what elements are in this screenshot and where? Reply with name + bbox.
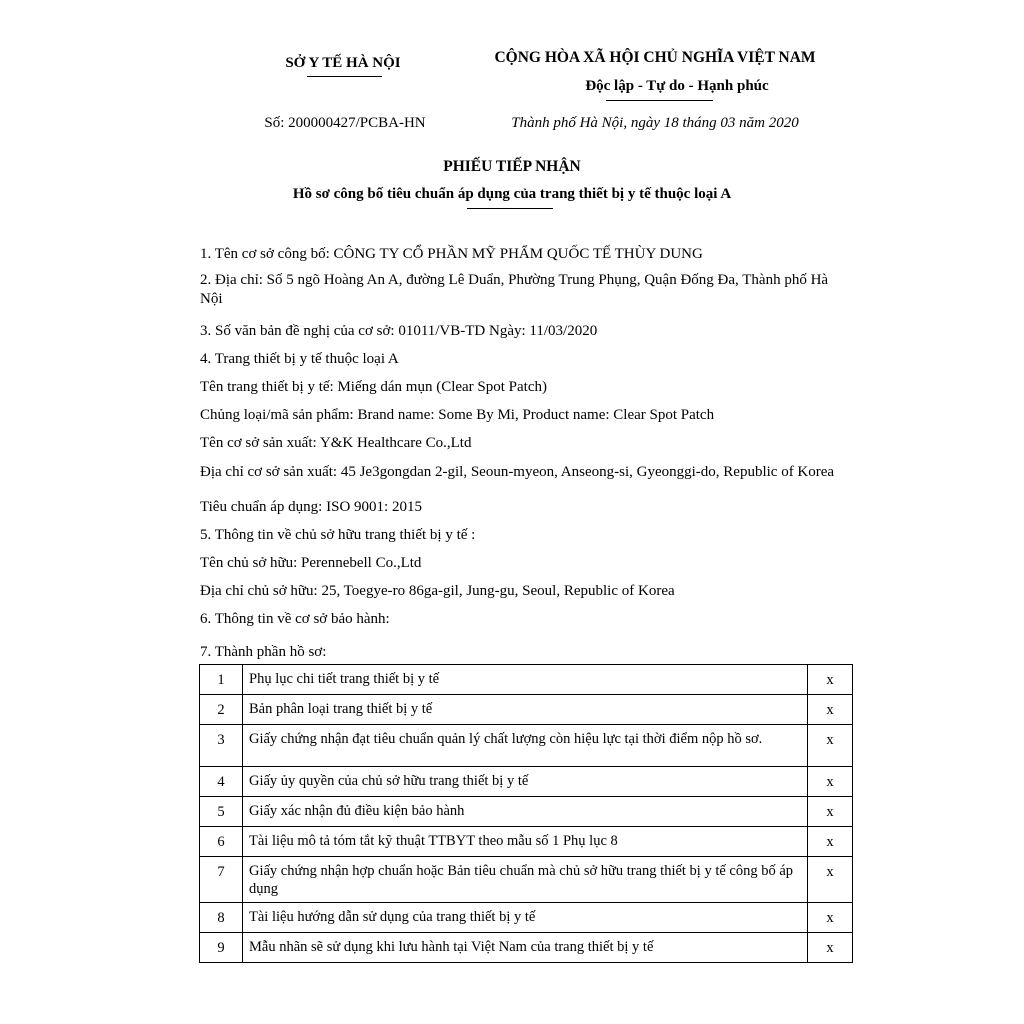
table-row <box>200 797 853 827</box>
row-number: 3 <box>200 725 243 767</box>
document-title: PHIẾU TIẾP NHẬN <box>443 158 581 175</box>
dossier-section: 7. Thành phần hồ sơ: <box>200 644 327 660</box>
device-class: 4. Trang thiết bị y tế thuộc loại A <box>200 351 399 367</box>
row-text: Giấy ủy quyền của chủ sở hữu trang thiết bị y tế <box>243 767 808 797</box>
row-mark: x <box>808 857 853 903</box>
subtitle-underline <box>467 208 553 209</box>
row-text: Tài liệu hướng dẫn sử dụng của trang thiết bị y tế <box>243 903 808 933</box>
row-number: 1 <box>200 665 243 695</box>
manufacturer-address: Địa chỉ cơ sở sản xuất: 45 Je3gongdan 2-gil, Seoun-myeon, Anseong-si, Gyeonggi-do, Republic of Korea <box>200 464 835 480</box>
row-text: Bản phân loại trang thiết bị y tế <box>243 695 808 725</box>
place-date: Thành phố Hà Nội, ngày 18 tháng 03 năm 2020 <box>511 115 799 131</box>
row-number: 8 <box>200 903 243 933</box>
row-number: 7 <box>200 857 243 903</box>
table-row <box>200 857 853 903</box>
motto-underline <box>606 100 713 101</box>
owner-address: Địa chỉ chủ sở hữu: 25, Toegye-ro 86ga-gil, Jung-gu, Seoul, Republic of Korea <box>200 583 675 599</box>
agency-name: SỞ Y TẾ HÀ NỘI <box>285 55 401 71</box>
table-row <box>200 827 853 857</box>
row-number: 6 <box>200 827 243 857</box>
row-mark: x <box>808 695 853 725</box>
row-mark: x <box>808 797 853 827</box>
row-text: Phụ lục chi tiết trang thiết bị y tế <box>243 665 808 695</box>
manufacturer-name: Tên cơ sở sản xuất: Y&K Healthcare Co.,Ltd <box>200 435 472 451</box>
row-text: Giấy chứng nhận đạt tiêu chuẩn quản lý chất lượng còn hiệu lực tại thời điểm nộp hồ sơ. <box>243 725 808 767</box>
nation-title: CỘNG HÒA XÃ HỘI CHỦ NGHĨA VIỆT NAM <box>494 49 816 66</box>
motto: Độc lập - Tự do - Hạnh phúc <box>585 78 769 94</box>
table-row <box>200 725 853 767</box>
applied-standard: Tiêu chuẩn áp dụng: ISO 9001: 2015 <box>200 499 422 515</box>
row-mark: x <box>808 725 853 767</box>
device-name: Tên trang thiết bị y tế: Miếng dán mụn (Clear Spot Patch) <box>200 379 548 395</box>
row-mark: x <box>808 903 853 933</box>
document-subtitle: Hồ sơ công bố tiêu chuẩn áp dụng của trang thiết bị y tế thuộc loại A <box>292 186 732 202</box>
request-document: 3. Số văn bản đề nghị của cơ sở: 01011/VB-TD Ngày: 11/03/2020 <box>200 323 598 339</box>
table-row <box>200 933 853 963</box>
table-row <box>200 665 853 695</box>
product-type: Chủng loại/mã sản phẩm: Brand name: Some By Mi, Product name: Clear Spot Patch <box>200 407 715 423</box>
row-number: 4 <box>200 767 243 797</box>
table-row <box>200 903 853 933</box>
row-number: 9 <box>200 933 243 963</box>
row-number: 2 <box>200 695 243 725</box>
row-text: Mẫu nhãn sẽ sử dụng khi lưu hành tại Việt Nam của trang thiết bị y tế <box>243 933 808 963</box>
row-text: Giấy xác nhận đủ điều kiện bảo hành <box>243 797 808 827</box>
owner-name: Tên chủ sở hữu: Perennebell Co.,Ltd <box>200 555 422 571</box>
agency-underline <box>307 76 382 77</box>
warranty-section: 6. Thông tin về cơ sở bảo hành: <box>200 611 390 627</box>
dossier-table <box>199 664 853 963</box>
owner-section: 5. Thông tin về chủ sở hữu trang thiết bị y tế : <box>200 527 476 543</box>
row-mark: x <box>808 827 853 857</box>
row-text: Giấy chứng nhận hợp chuẩn hoặc Bản tiêu chuẩn mà chủ sở hữu trang thiết bị y tế công bố áp dụng <box>243 857 808 903</box>
row-mark: x <box>808 933 853 963</box>
document-number: Số: 200000427/PCBA-HN <box>264 115 426 131</box>
row-number: 5 <box>200 797 243 827</box>
registrant-name: 1. Tên cơ sở công bố: CÔNG TY CỔ PHẦN MỸ PHẨM QUỐC TẾ THÙY DUNG <box>200 246 703 262</box>
row-text: Tài liệu mô tả tóm tắt kỹ thuật TTBYT theo mẫu số 1 Phụ lục 8 <box>243 827 808 857</box>
row-mark: x <box>808 767 853 797</box>
table-row <box>200 695 853 725</box>
table-row <box>200 767 853 797</box>
registrant-address: 2. Địa chỉ: Số 5 ngõ Hoàng An A, đường Lê Duẩn, Phường Trung Phụng, Quận Đống Đa, Thành phố Hà Nội <box>200 272 829 307</box>
row-mark: x <box>808 665 853 695</box>
